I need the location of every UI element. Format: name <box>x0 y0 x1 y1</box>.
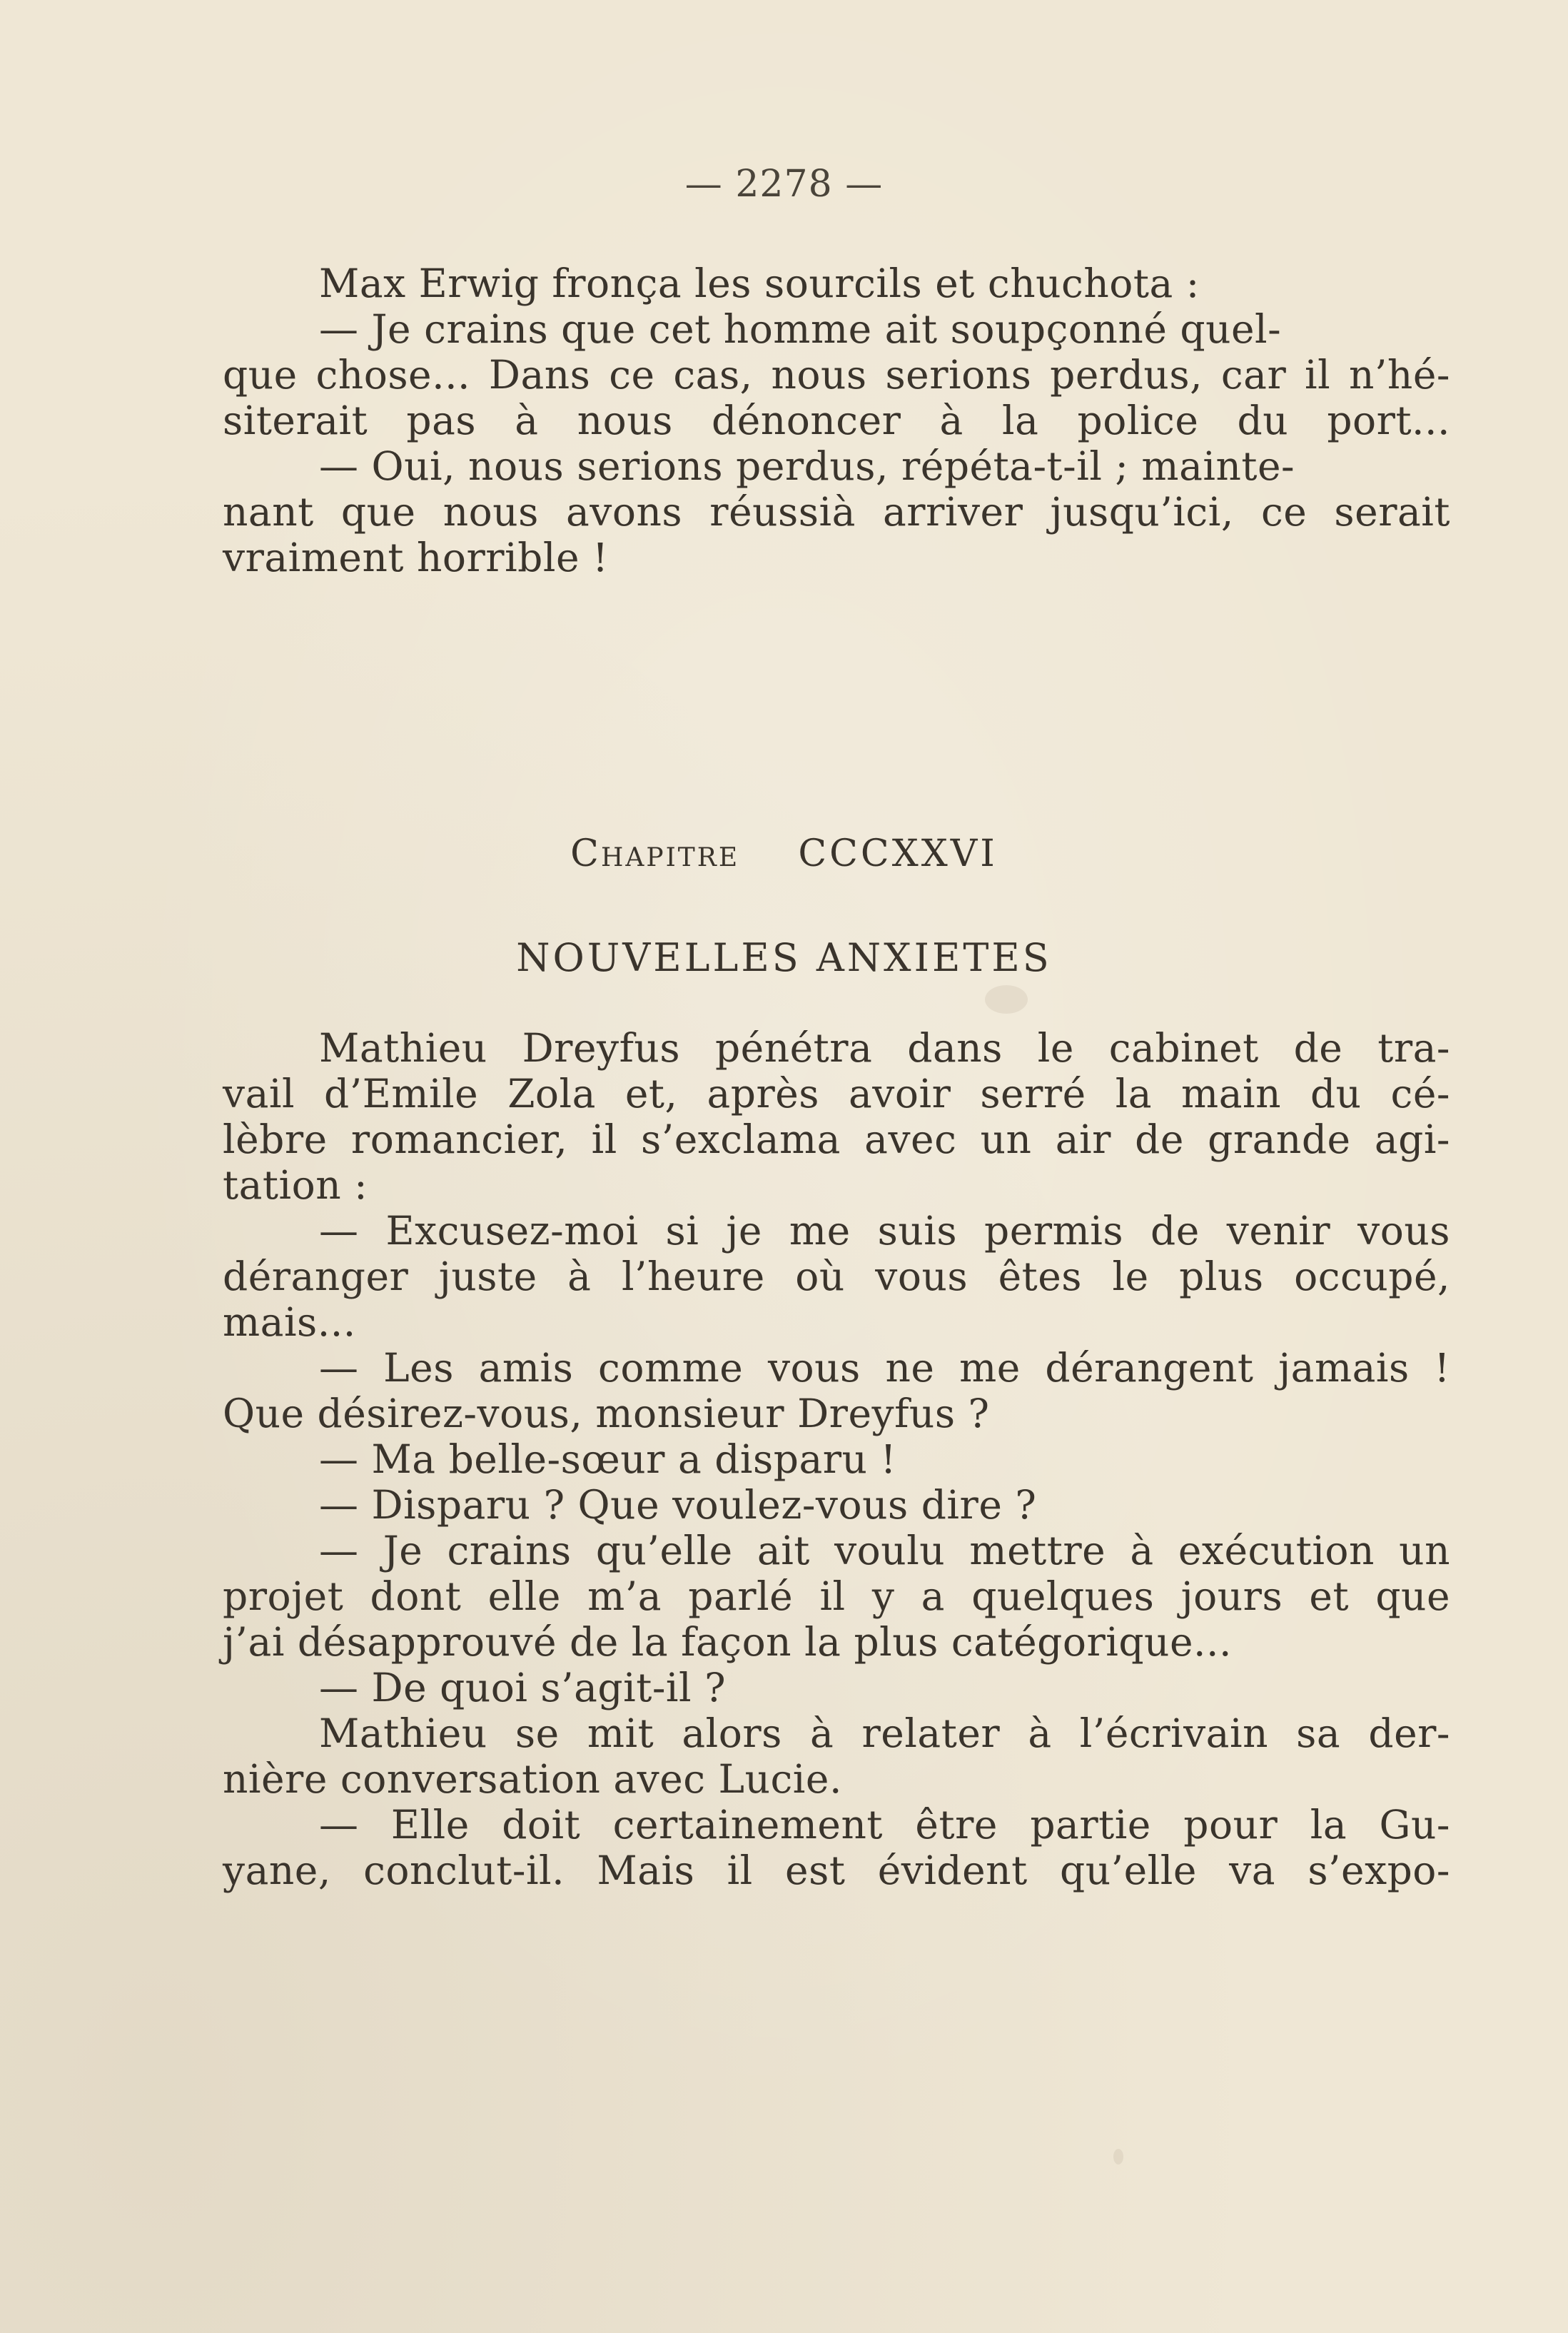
chapter-heading <box>0 832 1568 875</box>
text-line: Max Erwig fronça les sourcils et chuchota : <box>319 261 1200 306</box>
text-line: Mathieu se mit alors à relater à l’écrivain sa der- <box>319 1710 1450 1756</box>
top-text-block <box>223 261 1450 580</box>
text-line: siterait pas à nous dénoncer à la police du port... <box>223 398 1450 443</box>
text-line: — Excusez-moi si je me suis permis de venir vous <box>319 1208 1450 1254</box>
paper-stain <box>985 985 1028 1014</box>
text-line: mais... <box>223 1299 356 1345</box>
paper-stain <box>1113 2149 1123 2165</box>
text-line: — Les amis comme vous ne me dérangent jamais ! <box>319 1345 1450 1391</box>
text-line: — Ma belle-sœur a disparu ! <box>319 1436 897 1482</box>
text-line: — Oui, nous serions perdus, répéta-t-il ; mainte- <box>319 443 1295 489</box>
text-line: lèbre romancier, il s’exclama avec un air de grande agi- <box>223 1117 1450 1162</box>
text-line: Mathieu Dreyfus pénétra dans le cabinet de tra- <box>319 1025 1450 1071</box>
text-line: vail d’Emile Zola et, après avoir serré la main du cé- <box>223 1071 1450 1117</box>
text-line: tation : <box>223 1162 368 1208</box>
text-line: — Je crains qu’elle ait voulu mettre à exécution un <box>319 1528 1450 1573</box>
text-line: que chose... Dans ce cas, nous serions perdus, car il n’hé- <box>223 352 1450 398</box>
text-line: Que désirez-vous, monsieur Dreyfus ? <box>223 1391 990 1436</box>
chapter-numeral: CCCXXVI <box>798 832 998 875</box>
text-line: j’ai désapprouvé de la façon la plus catégorique... <box>223 1619 1232 1665</box>
text-line: nière conversation avec Lucie. <box>223 1756 842 1802</box>
text-line: nant que nous avons réussià arriver jusqu’ici, ce serait <box>223 489 1450 535</box>
text-line: — Disparu ? Que voulez-vous dire ? <box>319 1482 1037 1528</box>
text-line: yane, conclut-il. Mais il est évident qu’elle va s’expo- <box>223 1848 1450 1893</box>
text-line: — Elle doit certainement être partie pour la Gu- <box>319 1802 1450 1848</box>
text-line: projet dont elle m’a parlé il y a quelques jours et que <box>223 1573 1450 1619</box>
chapter-title: NOUVELLES ANXIETES <box>516 935 1052 980</box>
chapter-label: Chapitre <box>570 832 740 875</box>
text-line: — Je crains que cet homme ait soupçonné quel- <box>319 306 1282 352</box>
text-line: vraiment horrible ! <box>223 535 609 580</box>
text-line: — De quoi s’agit-il ? <box>319 1665 727 1710</box>
main-text-block <box>223 1025 1450 1893</box>
page-number: — 2278 — <box>684 163 884 206</box>
text-line: déranger juste à l’heure où vous êtes le plus occupé, <box>223 1254 1450 1299</box>
